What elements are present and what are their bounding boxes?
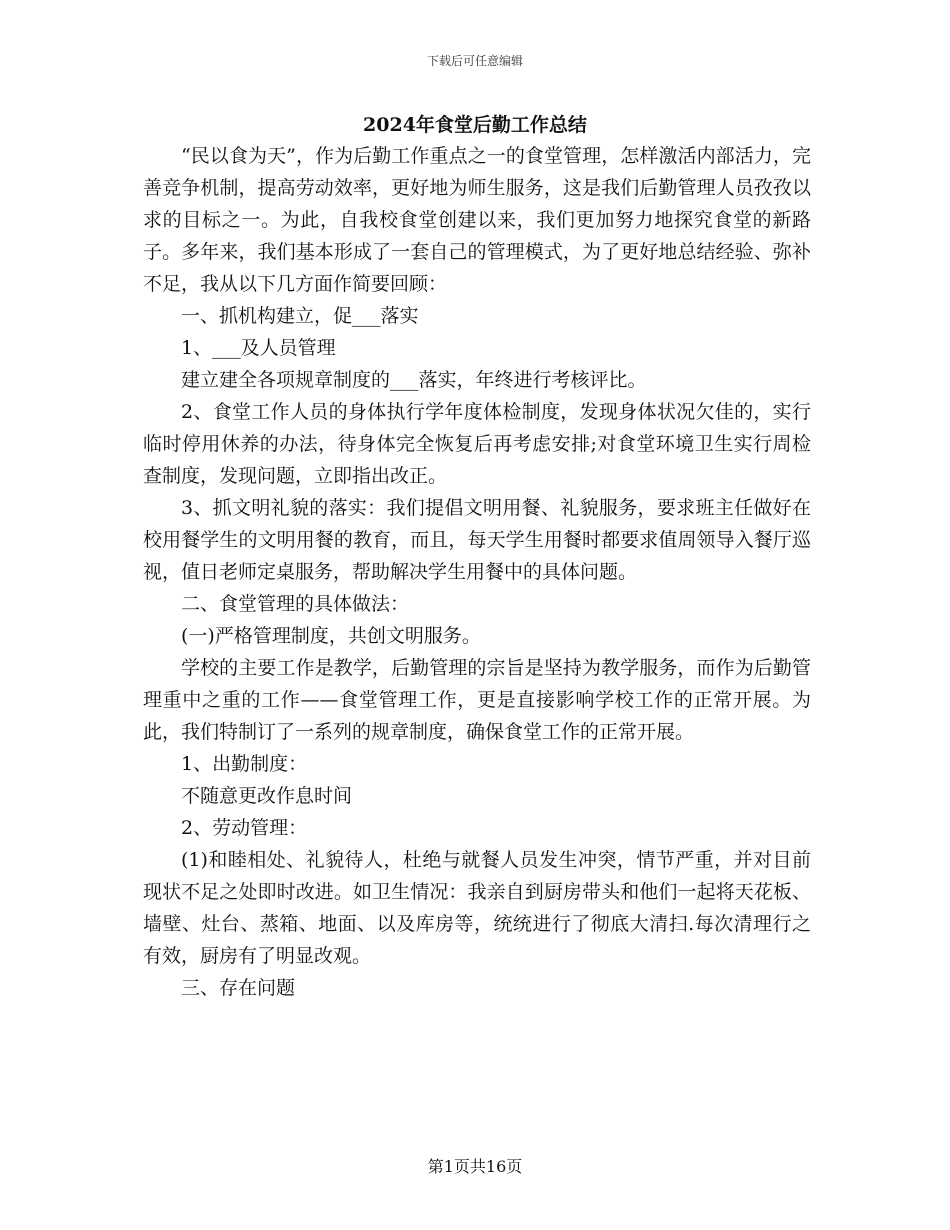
item-labor-heading: 2、劳动管理： xyxy=(181,817,308,839)
paragraph-intro: “民以食为天”，作为后勤工作重点之一的食堂管理，怎样激活内部活力，完善竞争机制，提高劳动效率，更好地为师生服务，这是我们后勤管理人员孜孜以求的目标之一。为此，自我校食堂创建以来，我们更加努力地探究食堂的新路子。多年来，我们基本形成了一套自己的管理模式，为了更好地总结经验、弥补不足，我从以下几方面作简要回顾： xyxy=(143,145,811,295)
paragraph-labor: (1)和睦相处、礼貌待人，杜绝与就餐人员发生冲突，情节严重，并对目前现状不足之处即时改进。如卫生情况：我亲自到厨房带头和他们一起将天花板、墙壁、灶台、蒸箱、地面、以及库房等，统统进行了彻底大清扫.每次清理行之有效，厨房有了明显改观。 xyxy=(143,849,811,967)
item-1-heading: 1、___及人员管理 xyxy=(181,337,336,359)
paragraph-attendance: 不随意更改作息时间 xyxy=(181,785,353,807)
paragraph-item-3: 3、抓文明礼貌的落实：我们提倡文明用餐、礼貌服务，要求班主任做好在校用餐学生的文明用餐的教育，而且，每天学生用餐时都要求值周领导入餐厅巡视，值日老师定桌服务，帮助解决学生用餐中的具体问题。 xyxy=(143,497,811,583)
paragraph-rules: 建立建全各项规章制度的___落实，年终进行考核评比。 xyxy=(181,369,647,391)
document-body xyxy=(143,140,811,1004)
paragraph-item-2: 2、食堂工作人员的身体执行学年度体检制度，发现身体状况欠佳的，实行临时停用休养的办法，待身体完全恢复后再考虑安排;对食堂环境卫生实行周检查制度，发现问题，立即指出改正。 xyxy=(143,401,811,487)
page-header: 下载后可任意编辑 xyxy=(426,54,523,68)
paragraph-school-work: 学校的主要工作是教学，后勤管理的宗旨是坚持为教学服务，而作为后勤管理重中之重的工作——食堂管理工作，更是直接影响学校工作的正常开展。为此，我们特制订了一系列的规章制度，确保食堂工作的正常开展。 xyxy=(143,657,811,743)
item-attendance-heading: 1、出勤制度： xyxy=(181,753,308,775)
heading-section-2: 二、食堂管理的具体做法： xyxy=(181,593,410,615)
subheading-1: (一)严格管理制度，共创文明服务。 xyxy=(181,625,481,647)
heading-section-3: 三、存在问题 xyxy=(181,977,296,999)
page-number: 第1页共16页 xyxy=(427,1157,523,1176)
document-title: 2024年食堂后勤工作总结 xyxy=(363,114,587,136)
heading-section-1: 一、抓机构建立，促___落实 xyxy=(181,305,419,327)
